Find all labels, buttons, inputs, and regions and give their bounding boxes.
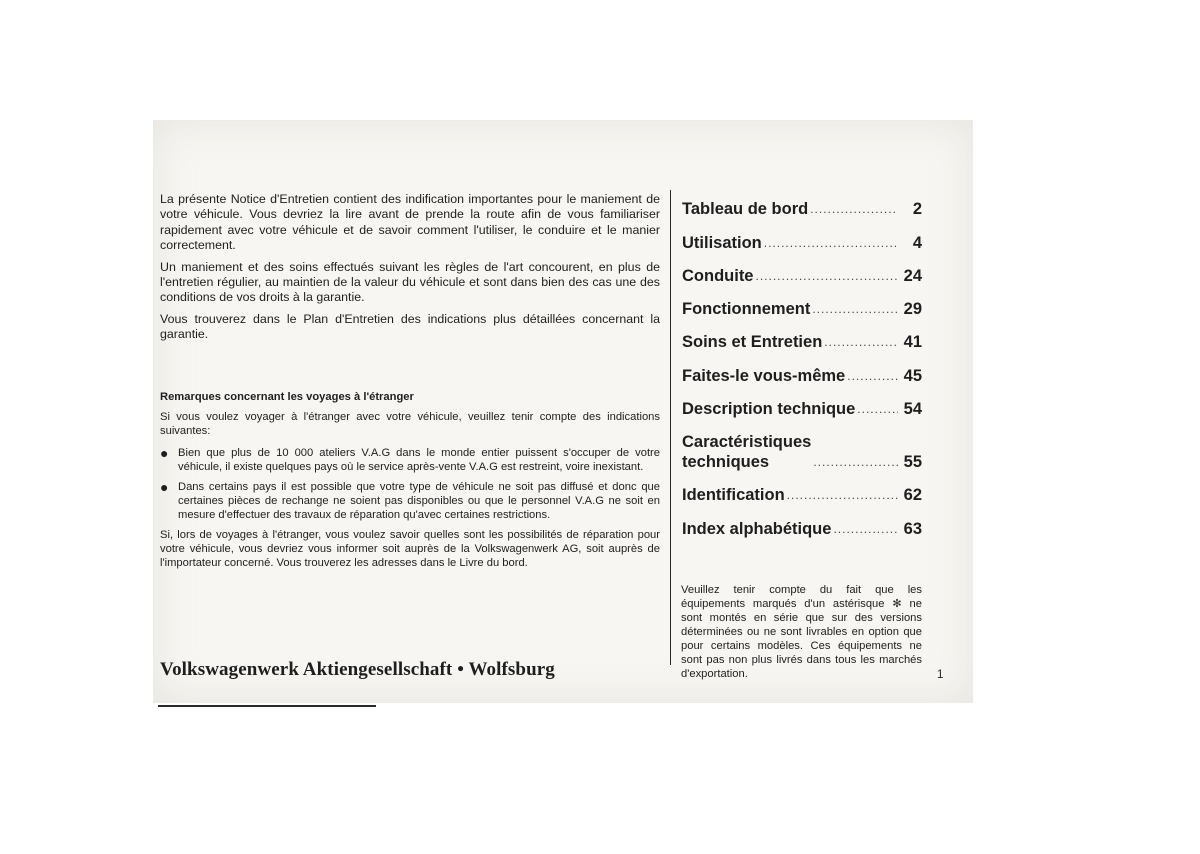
intro-paragraph-1: La présente Notice d'Entretien contient des indification importantes pour le maniement de votre véhicule. Vous devriez la lire avant de prende la route afin de vous familiariser rapidement avec votre véhicule et de savoir comment l'utiliser, le conduire et le manier correctement. [160,192,660,253]
toc-entry-utilisation[interactable] [682,219,922,252]
toc-title: Conduite [682,266,754,285]
toc-page: 4 [912,233,922,252]
toc-page: 41 [903,333,922,352]
toc-title: Faites-le vous-même [682,366,846,385]
toc-entry-index-alphabetique[interactable] [682,505,922,538]
page-number: 1 [937,669,944,681]
toc-leader [857,399,898,419]
list-item [160,480,660,522]
travel-heading: Remarques concernant les voyages à l'étranger [160,390,414,403]
asterisk-note: Veuillez tenir compte du fait que les équipements marqués d'un astérisque ✻ ne sont montés en série que sur des versions déterminées ou ne sont livrables en option que pour certains modèles. Ces équipements ne sont pas non plus livrés dans tous les marchés d'exportation. [681,584,922,680]
toc-page: 2 [912,200,922,219]
toc-title-line-1: Caractéristiques [682,433,812,452]
toc-title: Description technique [682,400,856,419]
intro-column [160,192,660,578]
toc-leader [813,452,898,472]
toc-page: 55 [903,453,922,472]
toc-entry-tableau-de-bord[interactable] [682,186,922,219]
toc-title: Fonctionnement [682,300,811,319]
toc-leader [756,266,899,286]
toc-leader [824,332,898,352]
toc-title: Utilisation [682,233,762,252]
bullet-icon: ● [160,478,169,495]
travel-closing: Si, lors de voyages à l'étranger, vous voulez savoir quelles sont les possibilités de réparation pour votre véhicule, vous devriez vous informer soit auprès de la Volkswagenwerk AG, soit auprès de l'importateur concerné. Vous trouverez les adresses dans le Livre du bord. [160,528,660,569]
toc-title: Soins et Entretien [682,333,823,352]
toc-leader [787,485,898,505]
toc-entry-identification[interactable] [682,472,922,505]
bullet-text: Bien que plus de 10 000 ateliers V.A.G dans le monde entier puissent s'occuper de votre véhicule, il existe quelques pays où le service après-vente V.A.G est restreint, voire inexistant. [178,446,660,473]
toc-leader [847,366,898,386]
intro-paragraph-2: Un maniement et des soins effectués suivant les règles de l'art concourent, en plus de l'entretien régulier, au maintien de la valeur du véhicule et sont dans bien des cas une des conditions de vos droits à la garantie. [160,259,660,305]
toc-page: 45 [903,366,922,385]
toc-entry-faites-le-vous-meme[interactable] [682,352,922,385]
bullet-icon: ● [160,444,169,461]
toc-title: Tableau de bord [682,200,809,219]
toc-entry-conduite[interactable] [682,253,922,286]
column-divider [670,190,671,665]
table-of-contents [682,186,922,539]
toc-title [682,432,811,472]
toc-entry-soins-et-entretien[interactable] [682,319,922,352]
toc-entry-caracteristiques-techniques[interactable] [682,419,922,472]
toc-leader [764,233,898,253]
toc-page: 54 [903,400,922,419]
toc-page: 62 [903,486,922,505]
intro-paragraph-3: Vous trouverez dans le Plan d'Entretien des indications plus détaillées concernant la garantie. [160,311,660,342]
company-footer: Volkswagenwerk Aktiengesellschaft • Wolfsburg [160,659,555,680]
bottom-rule [158,705,376,707]
toc-leader [833,519,898,539]
toc-leader [810,199,898,219]
toc-title-line-2: techniques [682,453,770,472]
list-item [160,446,660,474]
bullet-text: Dans certains pays il est possible que votre type de véhicule ne soit pas diffusé et donc que certaines pièces de rechange ne soient pas disponibles ou que le personnel V.A.G ne soit en mesure d'effectuer des travaux de réparation qu'avec certaines restrictions. [178,480,660,521]
toc-entry-fonctionnement[interactable] [682,286,922,319]
toc-page: 24 [903,266,922,285]
toc-page: 63 [903,519,922,538]
toc-title: Identification [682,486,785,505]
toc-leader [812,299,898,319]
travel-intro: Si vous voulez voyager à l'étranger avec votre véhicule, veuillez tenir compte des indications suivantes: [160,410,660,437]
toc-title: Index alphabétique [682,519,832,538]
toc-page: 29 [903,300,922,319]
toc-entry-description-technique[interactable] [682,386,922,419]
